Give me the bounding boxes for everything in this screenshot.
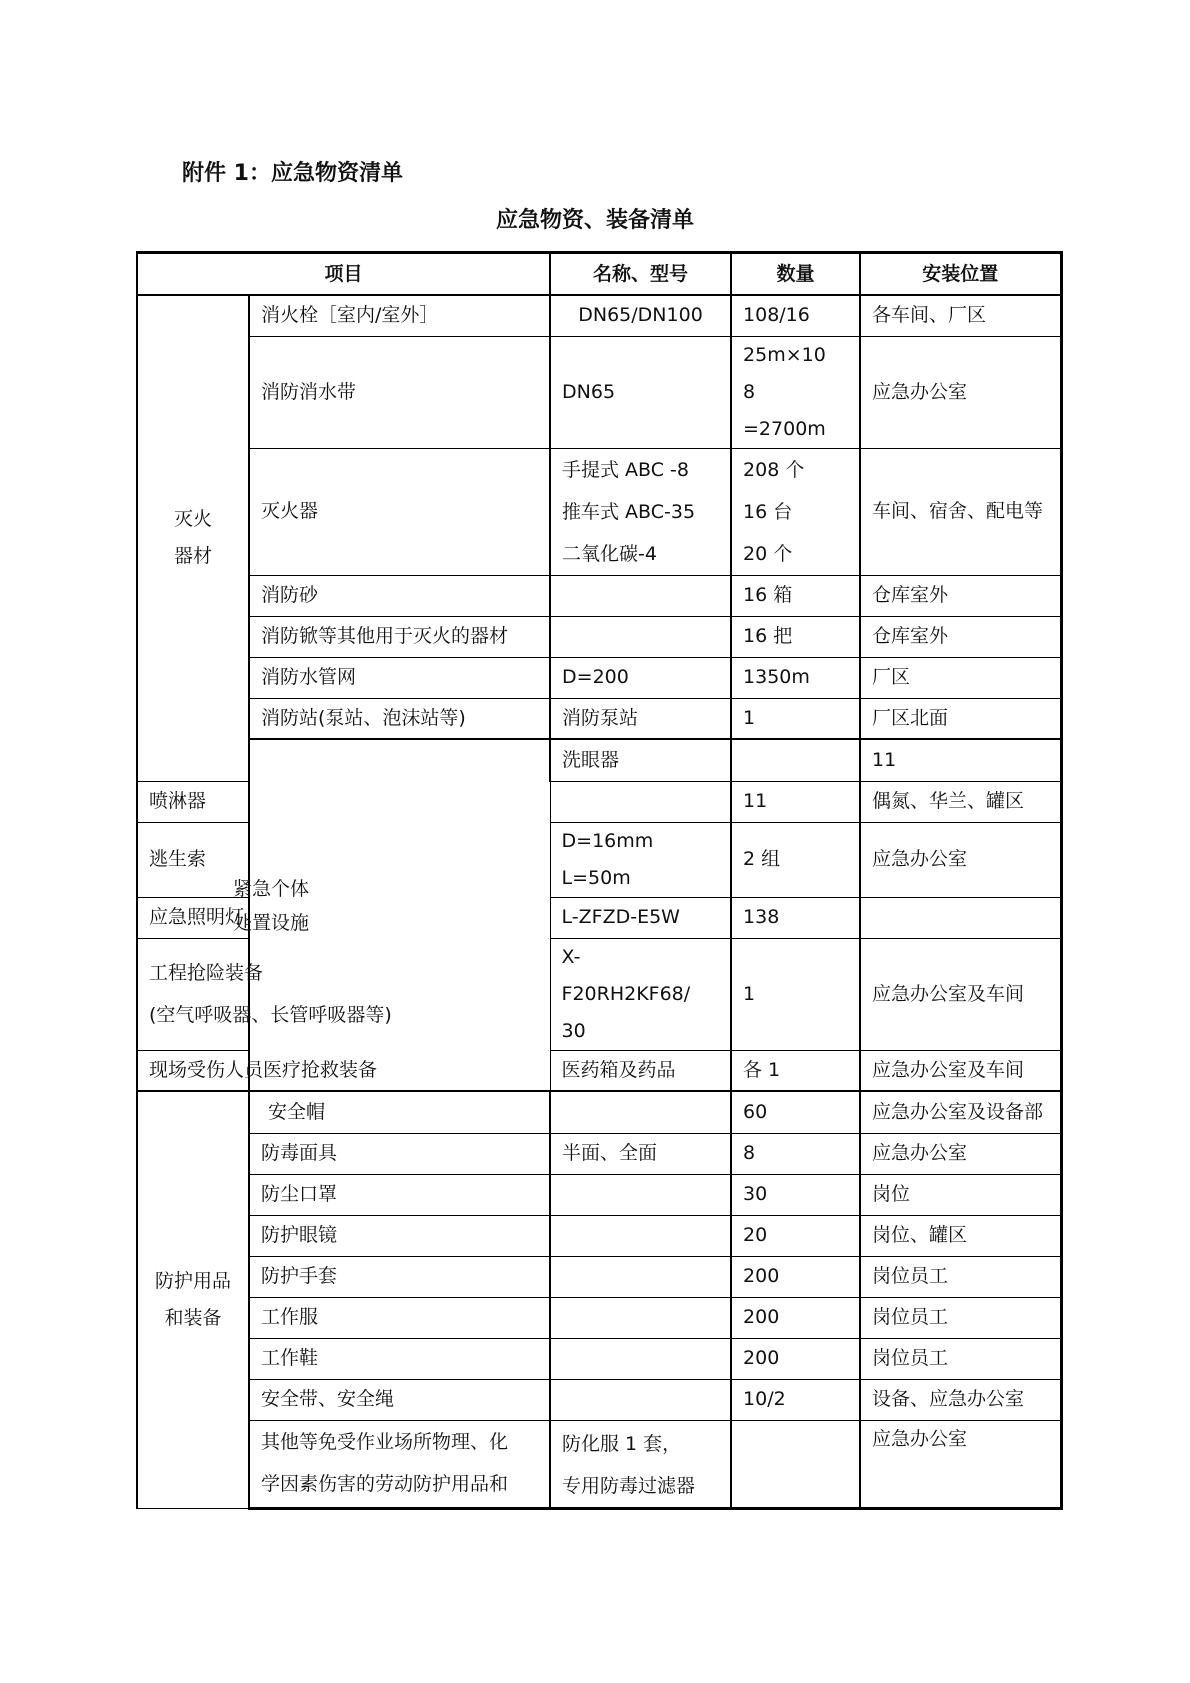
category-emergency-line2: 处置设施 xyxy=(233,912,310,934)
item-qty: 8 xyxy=(731,1133,860,1174)
item-name: 消防砂 xyxy=(249,575,550,616)
category-emergency xyxy=(233,872,309,940)
item-qty xyxy=(731,1420,860,1508)
item-qty: 1 xyxy=(731,938,860,1050)
item-model xyxy=(550,616,731,657)
item-qty xyxy=(731,448,860,575)
item-name: 消防站(泵站、泡沫站等) xyxy=(249,698,550,739)
item-name: 逃生索 xyxy=(137,822,249,897)
item-location: 厂区北面 xyxy=(860,698,1061,739)
table-row xyxy=(137,1256,1061,1297)
header-item: 项目 xyxy=(137,253,550,296)
category-emergency-line1: 紧急个体 xyxy=(233,878,310,900)
model-line: 二氧化碳-4 xyxy=(562,542,657,565)
table-row xyxy=(137,1297,1061,1338)
item-qty: 200 xyxy=(731,1338,860,1379)
item-model: DN65 xyxy=(550,336,731,448)
table-row xyxy=(137,1091,1061,1133)
table-row xyxy=(137,657,1061,698)
item-model xyxy=(550,1256,731,1297)
item-name: 防护手套 xyxy=(249,1256,550,1297)
category-fire xyxy=(137,295,249,781)
table-row xyxy=(137,739,1061,781)
item-model xyxy=(550,938,731,1050)
table-row xyxy=(137,1133,1061,1174)
item-location: 应急办公室及车间 xyxy=(860,1050,1061,1091)
item-name: 防毒面具 xyxy=(249,1133,550,1174)
item-location: 偶氮、华兰、罐区 xyxy=(860,781,1061,822)
qty-line: 16 台 xyxy=(743,500,793,523)
item-location: 岗位、罐区 xyxy=(860,1215,1061,1256)
item-line: 工程抢险装备 xyxy=(149,962,264,984)
item-name: 安全带、安全绳 xyxy=(249,1379,550,1420)
item-qty: 11 xyxy=(731,781,860,822)
item-name: 安全帽 xyxy=(249,1091,550,1133)
item-name xyxy=(137,938,392,1050)
item-name: 消防锨等其他用于灭火的器材 xyxy=(249,616,550,657)
item-location: 应急办公室 xyxy=(860,1420,1061,1508)
item-model: D=200 xyxy=(550,657,731,698)
item-name: 喷淋器 xyxy=(137,781,249,822)
model-line: L=50m xyxy=(561,866,631,889)
item-qty: 200 xyxy=(731,1297,860,1338)
item-model xyxy=(731,739,860,781)
item-model: L-ZFZD-E5W xyxy=(550,897,731,938)
item-model xyxy=(550,1379,731,1420)
item-model xyxy=(550,1215,731,1256)
item-location: 各车间、厂区 xyxy=(860,295,1061,336)
item-location: 应急办公室及设备部 xyxy=(860,1091,1061,1133)
item-qty: 200 xyxy=(731,1256,860,1297)
category-protection xyxy=(137,1091,249,1508)
item-model xyxy=(550,575,731,616)
item-location: 应急办公室 xyxy=(860,1133,1061,1174)
item-qty: 108/16 xyxy=(731,295,860,336)
item-model xyxy=(550,822,731,897)
item-location: 厂区 xyxy=(860,657,1061,698)
item-name: 洗眼器 xyxy=(550,739,731,781)
item-location: 车间、宿舍、配电等 xyxy=(860,448,1061,575)
item-qty: 30 xyxy=(731,1174,860,1215)
item-location: 应急办公室 xyxy=(860,336,1061,448)
item-qty: 10/2 xyxy=(731,1379,860,1420)
item-line: 学因素伤害的劳动防护用品和 xyxy=(261,1472,509,1495)
item-location: 应急办公室及车间 xyxy=(860,938,1061,1050)
item-name: 现场受伤人员医疗抢救装备 xyxy=(137,1050,249,1091)
item-model xyxy=(550,1174,731,1215)
item-qty: 20 xyxy=(731,1215,860,1256)
item-location: 岗位员工 xyxy=(860,1297,1061,1338)
qty-line: =2700m xyxy=(743,417,826,440)
item-location xyxy=(860,897,1061,938)
item-name: 工作鞋 xyxy=(249,1338,550,1379)
item-name: 防尘口罩 xyxy=(249,1174,550,1215)
item-qty: 11 xyxy=(860,739,1061,781)
table-title: 应急物资、装备清单 xyxy=(495,208,694,233)
qty-line: 8 xyxy=(743,380,756,403)
item-name: 消火栓［室内/室外］ xyxy=(249,295,550,336)
item-model xyxy=(550,1420,731,1508)
model-line: 手提式 ABC -8 xyxy=(562,458,690,481)
item-name: 工作服 xyxy=(249,1297,550,1338)
table-row xyxy=(137,616,1061,657)
item-model: 半面、全面 xyxy=(550,1133,731,1174)
item-location: 岗位员工 xyxy=(860,1256,1061,1297)
item-line: (空气呼吸器、长管呼吸器等) xyxy=(149,1004,392,1026)
qty-line: 20 个 xyxy=(743,542,793,565)
item-qty: 2 组 xyxy=(731,822,860,897)
item-location: 应急办公室 xyxy=(860,822,1061,897)
item-qty: 138 xyxy=(731,897,860,938)
table-row xyxy=(137,1215,1061,1256)
item-name: 灭火器 xyxy=(249,448,550,575)
item-qty: 60 xyxy=(731,1091,860,1133)
item-qty xyxy=(731,336,860,448)
item-model xyxy=(550,1297,731,1338)
category-fire-line1: 灭火 xyxy=(173,508,212,531)
model-line: X- xyxy=(561,945,581,968)
item-name: 应急照明灯。 xyxy=(137,897,249,938)
item-name: 防护眼镜 xyxy=(249,1215,550,1256)
model-line: 30 xyxy=(561,1019,586,1042)
table-row xyxy=(137,295,1061,336)
item-location: 岗位 xyxy=(860,1174,1061,1215)
model-line: F20RH2KF68/ xyxy=(561,982,691,1005)
table-row xyxy=(137,1420,1061,1508)
item-location: 岗位员工 xyxy=(860,1338,1061,1379)
item-model xyxy=(550,1091,731,1133)
item-location: 仓库室外 xyxy=(860,616,1061,657)
model-line: 推车式 ABC-35 xyxy=(562,500,696,523)
item-location: 设备、应急办公室 xyxy=(860,1379,1061,1420)
table-row xyxy=(137,698,1061,739)
item-model: 消防泵站 xyxy=(550,698,731,739)
attachment-label: 附件 1：应急物资清单 xyxy=(182,161,403,186)
table-row xyxy=(137,575,1061,616)
header-row xyxy=(137,253,1061,296)
model-line: 防化服 1 套， xyxy=(562,1432,682,1455)
model-line: 专用防毒过滤器 xyxy=(562,1474,696,1497)
item-model: DN65/DN100 xyxy=(550,295,731,336)
table-row xyxy=(137,336,1061,448)
qty-line: 208 个 xyxy=(743,458,805,481)
table-row xyxy=(137,1174,1061,1215)
table-row xyxy=(137,1338,1061,1379)
table-row xyxy=(137,1379,1061,1420)
item-qty: 1 xyxy=(731,698,860,739)
item-name: 消防消水带 xyxy=(249,336,550,448)
item-qty: 1350m xyxy=(731,657,860,698)
item-model xyxy=(550,448,731,575)
item-model xyxy=(550,781,731,822)
header-location: 安装位置 xyxy=(860,253,1061,296)
item-location: 仓库室外 xyxy=(860,575,1061,616)
category-protection-line2: 和装备 xyxy=(164,1306,222,1329)
category-protection-line1: 防护用品 xyxy=(154,1269,231,1292)
header-qty: 数量 xyxy=(731,253,860,296)
table-row xyxy=(137,448,1061,575)
item-qty: 16 箱 xyxy=(731,575,860,616)
item-qty: 各 1 xyxy=(731,1050,860,1091)
item-model xyxy=(550,1338,731,1379)
header-model: 名称、型号 xyxy=(550,253,731,296)
qty-line: 25m×10 xyxy=(743,343,826,366)
item-model: 医药箱及药品 xyxy=(550,1050,731,1091)
item-name xyxy=(249,1420,550,1508)
item-name: 消防水管网 xyxy=(249,657,550,698)
category-fire-line2: 器材 xyxy=(173,545,212,568)
item-qty: 16 把 xyxy=(731,616,860,657)
item-line: 其他等免受作业场所物理、化 xyxy=(261,1430,509,1453)
model-line: D=16mm xyxy=(561,829,654,852)
